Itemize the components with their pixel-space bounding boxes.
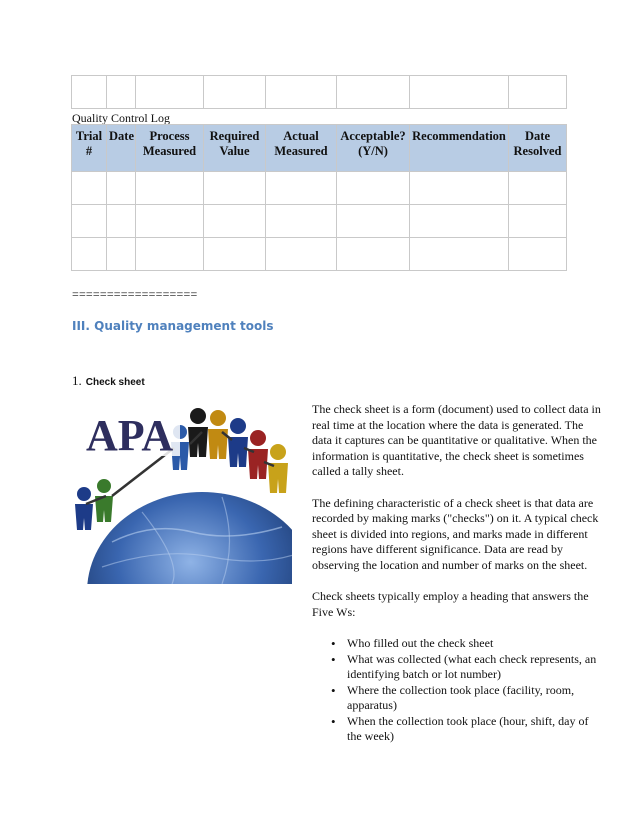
table-caption: Quality Control Log bbox=[72, 111, 170, 125]
list-item: • Where the collection took place (facility, room, apparatus) bbox=[347, 683, 602, 714]
table-cell bbox=[410, 172, 509, 205]
column-header-acceptable: Acceptable? (Y/N) bbox=[337, 125, 410, 172]
table-cell bbox=[509, 238, 567, 271]
apa-globe-illustration bbox=[72, 392, 292, 584]
table-cell bbox=[337, 172, 410, 205]
table-cell bbox=[107, 172, 136, 205]
paragraph: The defining characteristic of a check sheet is that data are recorded by making marks ("checks") on it. A typical check sheet is divided into regions, and marks made in different regions have different significance. Data are read by observing the location and number of marks on the sheet. bbox=[312, 495, 599, 572]
column-header-date: Date bbox=[107, 125, 136, 172]
table-cell bbox=[72, 76, 107, 109]
section-heading: III. Quality management tools bbox=[72, 319, 274, 333]
table-row bbox=[72, 238, 567, 271]
list-item: • What was collected (what each check represents, an identifying batch or lot number) bbox=[347, 652, 602, 683]
table-cell bbox=[136, 76, 204, 109]
table-cell bbox=[204, 76, 266, 109]
table-cell bbox=[136, 172, 204, 205]
table-header-row bbox=[72, 125, 567, 172]
table-cell bbox=[509, 76, 567, 109]
paragraph: Check sheets typically employ a heading that answers the Five Ws: bbox=[312, 589, 589, 619]
table-cell bbox=[266, 205, 337, 238]
apa-logo-image bbox=[72, 392, 292, 584]
table-cell bbox=[107, 76, 136, 109]
svg-text:APA: APA bbox=[86, 411, 174, 460]
list-item: • When the collection took place (hour, shift, day of the week) bbox=[347, 714, 602, 745]
list-item: • Who filled out the check sheet bbox=[347, 636, 602, 652]
top-empty-table bbox=[71, 75, 567, 109]
table-cell bbox=[410, 205, 509, 238]
globe-shape bbox=[87, 492, 292, 584]
table-cell bbox=[136, 205, 204, 238]
quality-control-log-table bbox=[71, 124, 567, 271]
table-row bbox=[72, 172, 567, 205]
table-cell bbox=[136, 238, 204, 271]
table-cell bbox=[509, 172, 567, 205]
table-cell bbox=[410, 238, 509, 271]
subsection-heading bbox=[72, 372, 145, 390]
table-cell bbox=[204, 238, 266, 271]
column-header-trial: Trial # bbox=[72, 125, 107, 172]
check-sheet-description bbox=[312, 402, 602, 745]
table-cell bbox=[204, 172, 266, 205]
table-cell bbox=[410, 76, 509, 109]
column-header-date-resolved: Date Resolved bbox=[509, 125, 567, 172]
table-cell bbox=[72, 238, 107, 271]
five-ws-list bbox=[312, 636, 602, 745]
separator-line: ================== bbox=[72, 287, 198, 301]
table-cell bbox=[266, 238, 337, 271]
table-cell bbox=[509, 205, 567, 238]
table-cell bbox=[266, 172, 337, 205]
table-cell bbox=[107, 205, 136, 238]
subsection-number: 1. bbox=[72, 373, 82, 388]
column-header-actual-measured: Actual Measured bbox=[266, 125, 337, 172]
column-header-recommendation: Recommendation bbox=[410, 125, 509, 172]
paragraph: The check sheet is a form (document) used to collect data in real time at the location where the data is generated. The data it captures can be quantitative or qualitative. When the information is quantitative, the check sheet is sometimes called a tally sheet. bbox=[312, 402, 601, 479]
apa-logo-text bbox=[82, 410, 180, 460]
column-header-required-value: Required Value bbox=[204, 125, 266, 172]
table-cell bbox=[337, 76, 410, 109]
table-cell bbox=[204, 205, 266, 238]
column-header-process-measured: Process Measured bbox=[136, 125, 204, 172]
table-row bbox=[72, 205, 567, 238]
table-cell bbox=[72, 172, 107, 205]
table-cell bbox=[337, 205, 410, 238]
table-cell bbox=[337, 238, 410, 271]
table-cell bbox=[72, 205, 107, 238]
table-cell bbox=[266, 76, 337, 109]
table-cell bbox=[107, 238, 136, 271]
table-row bbox=[72, 76, 567, 109]
subsection-label: Check sheet bbox=[85, 377, 145, 388]
